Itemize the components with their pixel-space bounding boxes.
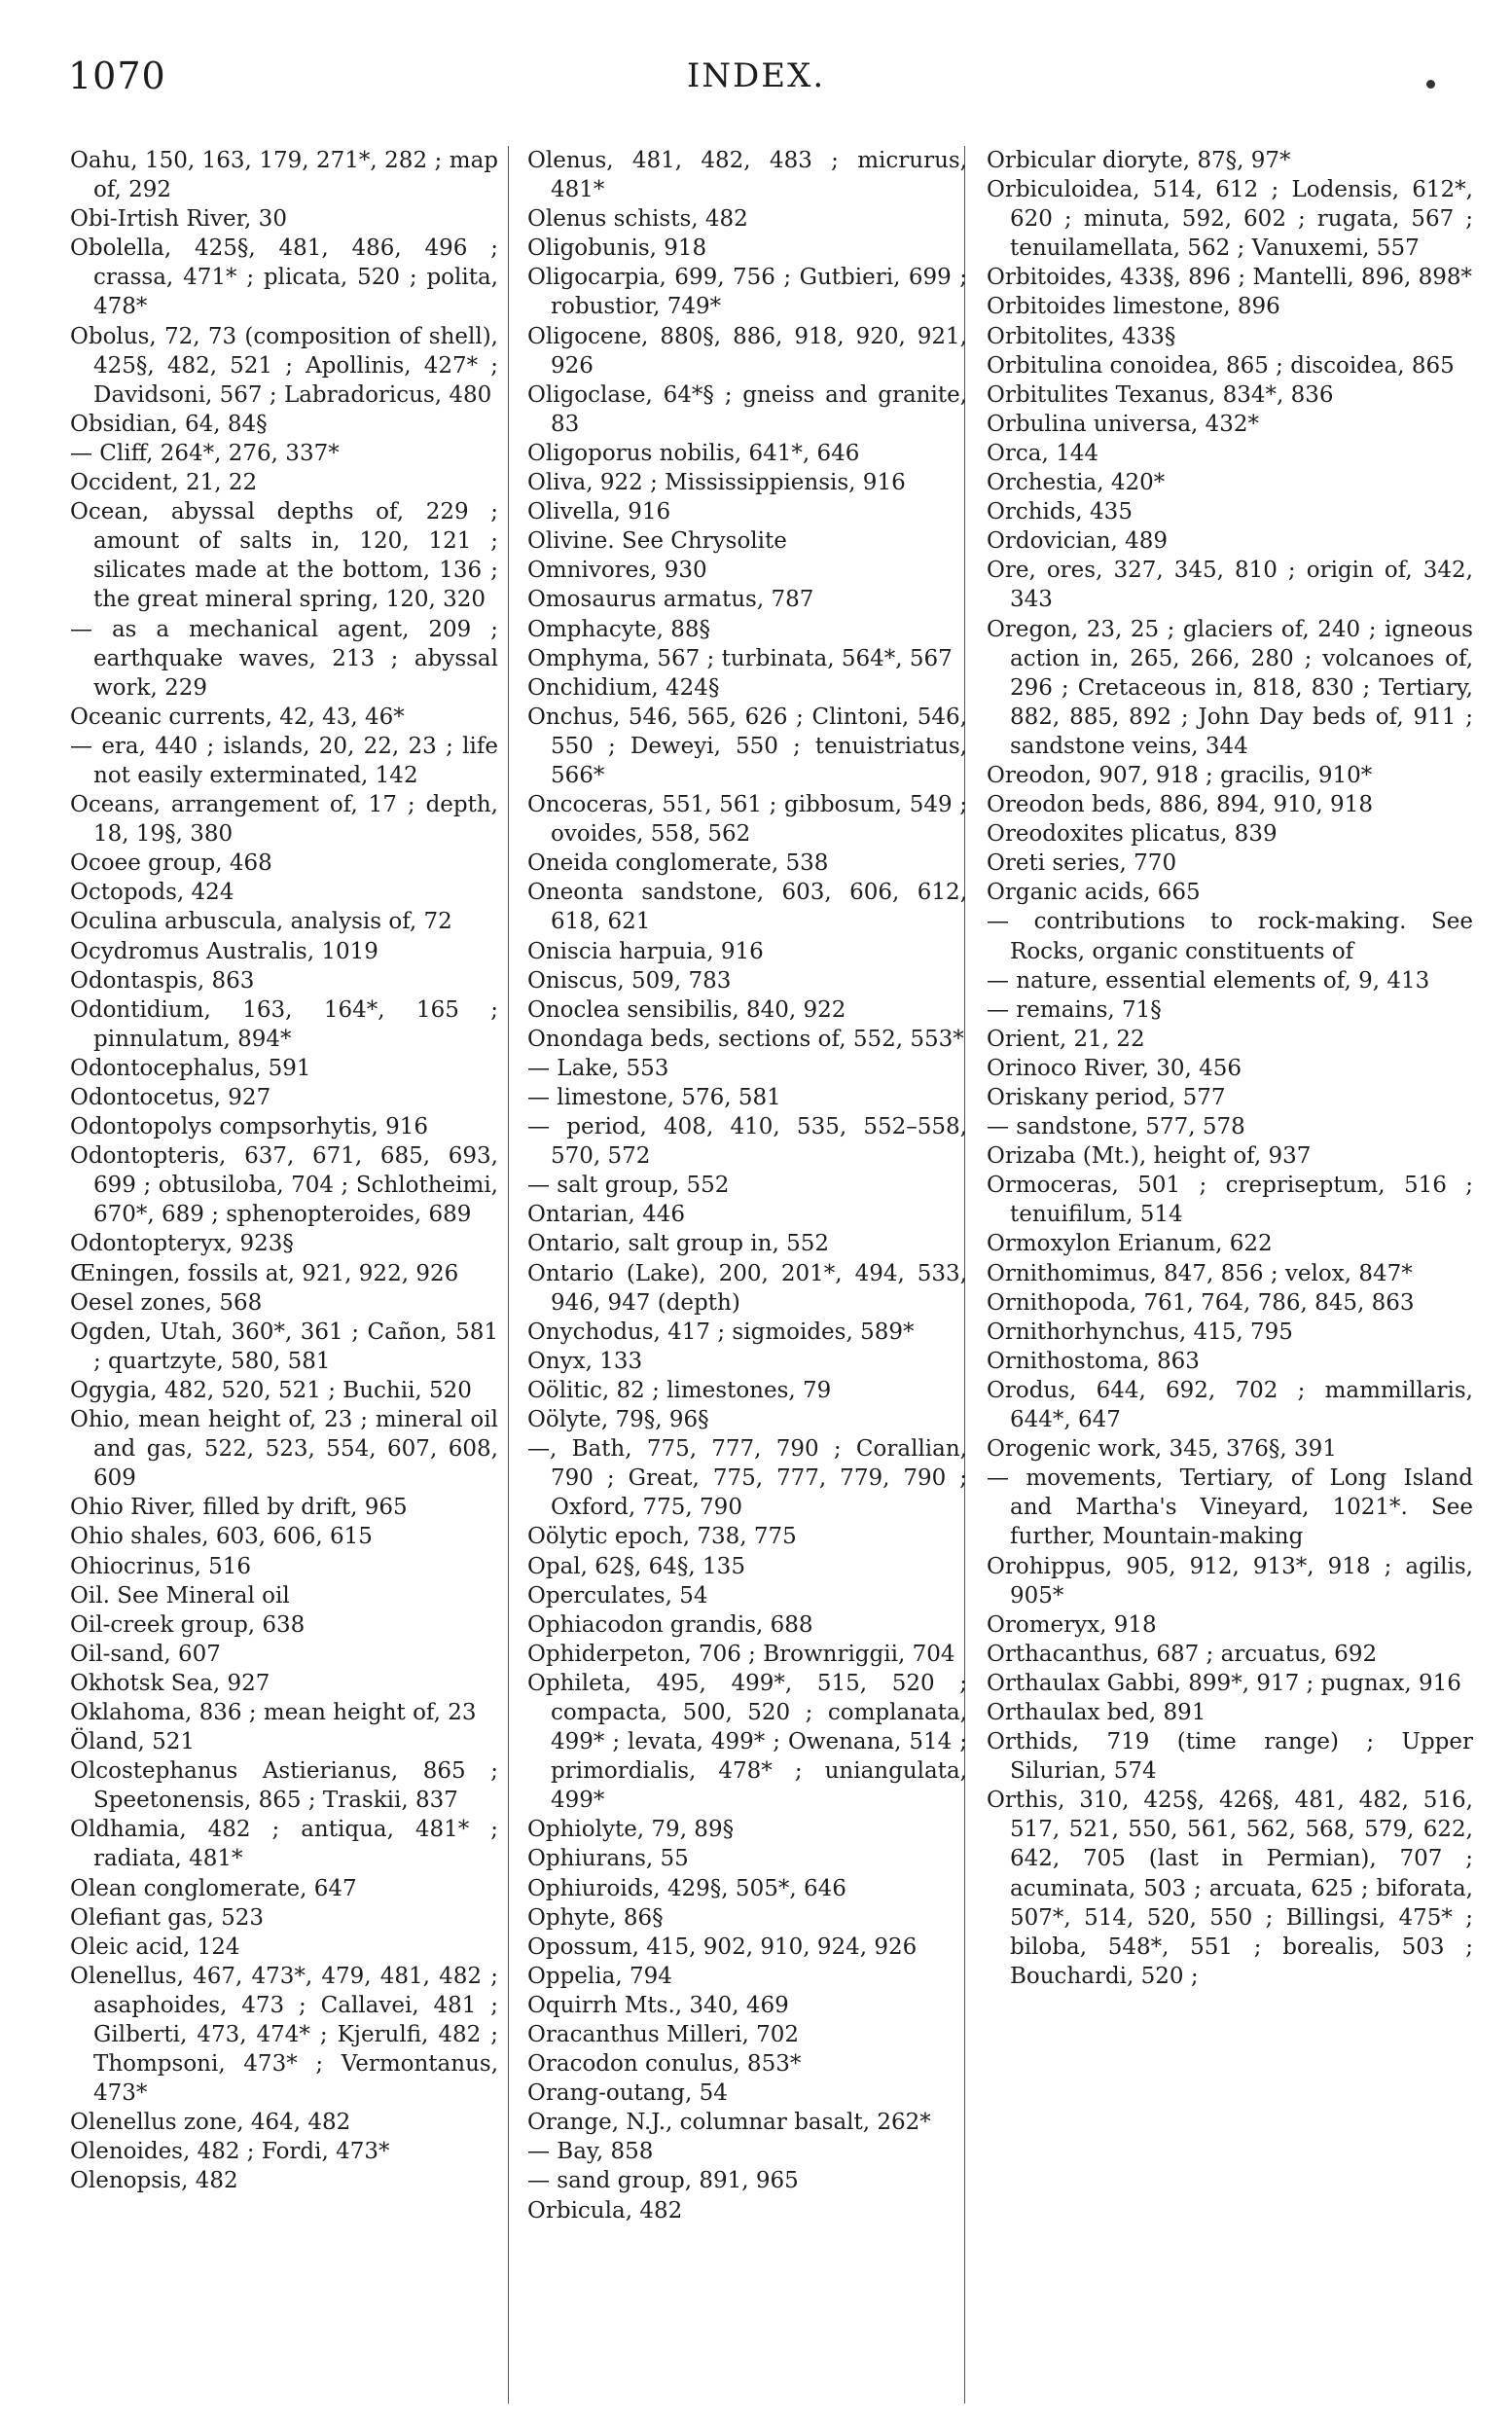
index-entry: — Cliff, 264*, 276, 337*: [70, 440, 340, 466]
index-entry: — Bay, 858: [527, 2139, 654, 2165]
index-entry: Ogden, Utah, 360*, 361 ; Cañon, 581 ; quartzyte, 580, 581: [70, 1319, 498, 1374]
index-entry: — nature, essential elements of, 9, 413: [987, 967, 1430, 994]
index-entry: Ontario (Lake), 200, 201*, 494, 533, 946, 947 (depth): [527, 1260, 967, 1316]
index-entry: — remains, 71§: [987, 996, 1162, 1023]
index-entry: — salt group, 552: [527, 1173, 730, 1199]
index-entry: Ophiurans, 55: [527, 1846, 689, 1872]
index-entry: Omnivores, 930: [527, 558, 707, 584]
index-entry: Ornithostoma, 863: [987, 1348, 1200, 1374]
index-entry: Ohio, mean height of, 23 ; mineral oil and gas, 522, 523, 554, 607, 608, 609: [70, 1407, 498, 1492]
index-entry: Oligocene, 880§, 886, 918, 920, 921, 926: [527, 323, 967, 379]
index-entry: Onyx, 133: [527, 1348, 643, 1374]
index-entry: Omphacyte, 88§: [527, 616, 711, 642]
index-entry: Oesel zones, 568: [70, 1289, 263, 1316]
index-entry: Odontocetus, 927: [70, 1085, 271, 1110]
index-entry: Oreodon beds, 886, 894, 910, 918: [987, 792, 1373, 818]
index-entry: Ontarian, 446: [527, 1202, 686, 1228]
printer-mark: [1426, 80, 1435, 89]
index-entry: Orchids, 435: [987, 499, 1133, 525]
index-entry: Orodus, 644, 692, 702 ; mammillaris, 644*, 647: [987, 1377, 1473, 1433]
index-entry: Orbicula, 482: [527, 2197, 683, 2223]
index-entry: Orbitoides limestone, 896: [987, 294, 1280, 320]
index-entry: Olcostephanus Astierianus, 865 ; Speetonensis, 865 ; Traskii, 837: [70, 1758, 498, 1814]
index-entry: — Lake, 553: [527, 1055, 669, 1081]
index-entry: Orbicular dioryte, 87§, 97*: [987, 148, 1291, 173]
index-entry: — sandstone, 577, 578: [987, 1114, 1245, 1140]
index-column-3: [987, 146, 1473, 1991]
index-entry: Ophiolyte, 79, 89§: [527, 1817, 735, 1843]
index-column-1: [70, 146, 498, 2196]
index-entry: Opossum, 415, 902, 910, 924, 926: [527, 1934, 918, 1960]
index-entry: Obolus, 72, 73 (composition of shell), 425§, 482, 521 ; Apollinis, 427* ; Davidsoni, 567 ; Labradoricus, 480: [70, 323, 498, 408]
index-entry: Ohio River, filled by drift, 965: [70, 1495, 408, 1521]
index-entry: Oil. See Mineral oil: [70, 1582, 290, 1609]
index-entry: Orinoco River, 30, 456: [987, 1055, 1242, 1081]
index-entry: Oil-creek group, 638: [70, 1611, 306, 1638]
index-entry: Onisciа harpuia, 916: [527, 938, 764, 964]
index-entry: Oil-sand, 607: [70, 1641, 221, 1667]
index-entry: Onoclea sensibilis, 840, 922: [527, 996, 846, 1023]
index-entry: Odontopteryx, 923§: [70, 1231, 294, 1257]
index-entry: Opal, 62§, 64§, 135: [527, 1553, 745, 1579]
index-entry: Oligoclase, 64*§ ; gneiss and granite, 83: [527, 381, 967, 437]
index-column-2: [527, 146, 967, 2225]
index-entry: Orogenic work, 345, 376§, 391: [987, 1436, 1337, 1463]
index-entry: Ormoceras, 501 ; crepriseptum, 516 ; tenuifilum, 514: [987, 1173, 1473, 1228]
index-entry: Orange, N.J., columnar basalt, 262*: [527, 2110, 931, 2136]
index-entry: Oölitic, 82 ; limestones, 79: [527, 1377, 832, 1403]
index-entry: Orizaba (Mt.), height of, 937: [987, 1143, 1312, 1170]
index-entry: Ogygia, 482, 520, 521 ; Buchii, 520: [70, 1377, 472, 1403]
index-entry: Oölytic epoch, 738, 775: [527, 1524, 797, 1550]
index-entry: Operculates, 54: [527, 1582, 708, 1609]
index-entry: — era, 440 ; islands, 20, 22, 23 ; life not easily exterminated, 142: [70, 733, 498, 788]
index-entry: Obi-Irtish River, 30: [70, 206, 287, 233]
index-entry: Obolella, 425§, 481, 486, 496 ; crassa, 471* ; plicata, 520 ; polita, 478*: [70, 235, 498, 320]
index-entry: Orthids, 719 (time range) ; Upper Silurian, 574: [987, 1729, 1473, 1785]
index-entry: Orthacanthus, 687 ; arcuatus, 692: [987, 1641, 1378, 1667]
index-entry: Oceans, arrangement of, 17 ; depth, 18, 19§, 380: [70, 792, 498, 848]
index-entry: Oppelia, 794: [527, 1963, 672, 1989]
index-entry: Oquirrh Mts., 340, 469: [527, 1992, 789, 2018]
index-entry: Oleic acid, 124: [70, 1934, 240, 1960]
index-entry: — movements, Tertiary, of Long Island and Martha's Vineyard, 1021*. See further, Mountain-making: [987, 1465, 1473, 1550]
index-entry: Olefiant gas, 523: [70, 1904, 265, 1931]
index-entry: Ophiuroids, 429§, 505*, 646: [527, 1875, 846, 1901]
index-entry: Oncoceras, 551, 561 ; gibbosum, 549 ; ovoides, 558, 562: [527, 792, 967, 848]
index-entry: Olenus, 481, 482, 483 ; micrurus, 481*: [527, 148, 967, 203]
index-entry: Orca, 144: [987, 440, 1098, 466]
index-entry: Oligocarpia, 699, 756 ; Gutbieri, 699 ; robustior, 749*: [527, 265, 967, 320]
index-entry: Olivine. See Chrysolite: [527, 528, 787, 555]
index-entry: Organic acids, 665: [987, 880, 1201, 906]
index-entry: Oldhamia, 482 ; antiqua, 481* ; radiata, 481*: [70, 1817, 498, 1872]
index-entry: Orbitoides, 433§, 896 ; Mantelli, 896, 898*: [987, 265, 1472, 291]
index-entry: Oculina arbuscula, analysis of, 72: [70, 909, 452, 935]
index-entry: Oreti series, 770: [987, 850, 1177, 877]
index-entry: Orchestia, 420*: [987, 470, 1166, 496]
index-entry: Ornithopoda, 761, 764, 786, 845, 863: [987, 1289, 1415, 1316]
index-entry: Ocean, abyssal depths of, 229 ; amount of salts in, 120, 121 ; silicates made at the bottom, 136 ; the great mineral spring, 120, 320: [70, 499, 498, 613]
index-entry: Ornithorhynchus, 415, 795: [987, 1319, 1293, 1345]
index-entry: —, Bath, 775, 777, 790 ; Corallian, 790 ; Great, 775, 777, 779, 790 ; Oxford, 775, 790: [527, 1436, 967, 1521]
index-entry: Ocydromus Australis, 1019: [70, 938, 378, 964]
index-entry: Oromeryx, 918: [987, 1611, 1157, 1638]
index-entry: Oregon, 23, 25 ; glaciers of, 240 ; igneous action in, 265, 266, 280 ; volcanoes of, 296 ; Cretaceous in, 818, 830 ; Tertiary, 882, 885, 892 ; John Day beds of, 911 ; sandstone veins, 344: [987, 616, 1473, 759]
index-entry: Odontopteris, 637, 671, 685, 693, 699 ; obtusiloba, 704 ; Schlotheimi, 670*, 689 ; sphenopteroides, 689: [70, 1143, 498, 1228]
index-entry: Omphyma, 567 ; turbinata, 564*, 567: [527, 645, 953, 671]
index-entry: Onchidium, 424§: [527, 674, 720, 701]
index-entry: Ore, ores, 327, 345, 810 ; origin of, 342, 343: [987, 558, 1473, 613]
page-number: 1070: [68, 54, 166, 97]
index-entry: Oreodoxites plicatus, 839: [987, 821, 1278, 848]
index-entry: Oahu, 150, 163, 179, 271*, 282 ; map of, 292: [70, 148, 498, 203]
index-entry: Odontaspis, 863: [70, 967, 255, 994]
index-entry: Orthis, 310, 425§, 426§, 481, 482, 516, 517, 521, 550, 561, 562, 568, 579, 622, 642, 705 (last in Permian), 707 ; acuminata, 503 ; arcuata, 625 ; biforata, 507*, 514, 520, 550 ; Billingsi, 475* ; biloba, 548*, 551 ; borealis, 503 ; Bouchardi, 520 ;: [987, 1788, 1473, 1989]
index-entry: Olivella, 916: [527, 499, 671, 525]
index-columns: [70, 146, 1500, 2404]
index-entry: Orthaulax bed, 891: [987, 1699, 1206, 1725]
index-entry: Ophiacodon grandis, 688: [527, 1611, 813, 1638]
index-entry: Onychodus, 417 ; sigmoides, 589*: [527, 1319, 915, 1345]
index-entry: Ocoee group, 468: [70, 850, 272, 877]
index-entry: Omosaurus armatus, 787: [527, 587, 814, 613]
column-rule-1: [508, 146, 509, 2404]
index-entry: Oligoporus nobilis, 641*, 646: [527, 440, 860, 466]
index-entry: Orthaulax Gabbi, 899*, 917 ; pugnax, 916: [987, 1670, 1461, 1696]
index-entry: Oriskany period, 577: [987, 1085, 1226, 1110]
index-entry: Oreodon, 907, 918 ; gracilis, 910*: [987, 762, 1373, 788]
index-entry: Odontopolys compsorhytis, 916: [70, 1114, 428, 1140]
index-entry: Oracanthus Milleri, 702: [527, 2022, 800, 2047]
index-entry: — limestone, 576, 581: [527, 1085, 781, 1110]
index-entry: Ophiderpeton, 706 ; Brownriggii, 704: [527, 1641, 955, 1667]
index-entry: Orient, 21, 22: [987, 1026, 1145, 1052]
index-entry: Okhotsk Sea, 927: [70, 1670, 270, 1696]
index-entry: Olenopsis, 482: [70, 2168, 238, 2194]
index-entry: — sand group, 891, 965: [527, 2168, 799, 2194]
index-entry: Ohio shales, 603, 606, 615: [70, 1524, 373, 1550]
index-entry: Odontidium, 163, 164*, 165 ; pinnulatum, 894*: [70, 996, 498, 1052]
index-entry: Olenellus zone, 464, 482: [70, 2110, 351, 2136]
index-entry: Ordovician, 489: [987, 528, 1169, 555]
index-entry: Orbitulina conoidea, 865 ; discoidea, 865: [987, 352, 1455, 379]
index-entry: Occident, 21, 22: [70, 470, 258, 496]
index-entry: Odontocephalus, 591: [70, 1055, 311, 1081]
index-entry: Oracodon conulus, 853*: [527, 2051, 802, 2078]
index-entry: Ophileta, 495, 499*, 515, 520 ; compacta, 500, 520 ; complanata, 499* ; levata, 499* ; Owenana, 514 ; primordialis, 478* ; uniangulata, 499*: [527, 1670, 967, 1814]
index-entry: Orohippus, 905, 912, 913*, 918 ; agilis, 905*: [987, 1553, 1473, 1609]
index-entry: Ormoxylon Erianum, 622: [987, 1231, 1273, 1257]
index-entry: Ontario, salt group in, 552: [527, 1231, 829, 1257]
index-entry: Obsidian, 64, 84§: [70, 411, 268, 437]
index-entry: — period, 408, 410, 535, 552–558, 570, 572: [527, 1114, 967, 1170]
index-entry: Oneonta sandstone, 603, 606, 612, 618, 621: [527, 880, 967, 935]
index-entry: Orbiculoidea, 514, 612 ; Lodensis, 612*, 620 ; minuta, 592, 602 ; rugata, 567 ; tenuilamellata, 562 ; Vanuxemi, 557: [987, 177, 1473, 262]
index-entry: Ophyte, 86§: [527, 1904, 664, 1931]
index-entry: Onchus, 546, 565, 626 ; Clintoni, 546, 550 ; Deweyi, 550 ; tenuistriatus, 566*: [527, 704, 967, 788]
index-entry: Oliva, 922 ; Mississippiensis, 916: [527, 470, 906, 496]
index-entry: — as a mechanical agent, 209 ; earthquake waves, 213 ; abyssal work, 229: [70, 616, 498, 701]
index-entry: — contributions to rock-making. See Rocks, organic constituents of: [987, 909, 1473, 964]
running-head: INDEX.: [686, 56, 826, 95]
index-entry: Œningen, fossils at, 921, 922, 926: [70, 1260, 459, 1286]
index-entry: Olenoides, 482 ; Fordi, 473*: [70, 2139, 390, 2165]
index-entry: Oklahoma, 836 ; mean height of, 23: [70, 1699, 477, 1725]
index-entry: Öland, 521: [70, 1729, 195, 1755]
index-entry: Orang-outang, 54: [527, 2080, 728, 2107]
index-entry: Ohiocrinus, 516: [70, 1553, 252, 1579]
index-entry: Oligobunis, 918: [527, 235, 707, 262]
index-entry: Octopods, 424: [70, 880, 234, 906]
index-entry: Onondaga beds, sections of, 552, 553*: [527, 1026, 964, 1052]
index-entry: Orbulina universa, 432*: [987, 411, 1260, 437]
index-entry: Orbitolites, 433§: [987, 323, 1176, 349]
index-entry: Oceanic currents, 42, 43, 46*: [70, 704, 405, 730]
index-entry: Oniscus, 509, 783: [527, 967, 732, 994]
index-entry: Orbitulites Texanus, 834*, 836: [987, 381, 1334, 408]
index-entry: Olenellus, 467, 473*, 479, 481, 482 ; asaphoides, 473 ; Callavei, 481 ; Gilberti, 473, 474* ; Kjerulfi, 482 ; Thompsoni, 473* ; Vermontanus, 473*: [70, 1963, 498, 2107]
index-entry: Olean conglomerate, 647: [70, 1875, 357, 1901]
index-entry: Olenus schists, 482: [527, 206, 748, 233]
index-entry: Ornithomimus, 847, 856 ; velox, 847*: [987, 1260, 1413, 1286]
index-entry: Oölyte, 79§, 96§: [527, 1407, 709, 1433]
index-entry: Oneida conglomerate, 538: [527, 850, 829, 877]
